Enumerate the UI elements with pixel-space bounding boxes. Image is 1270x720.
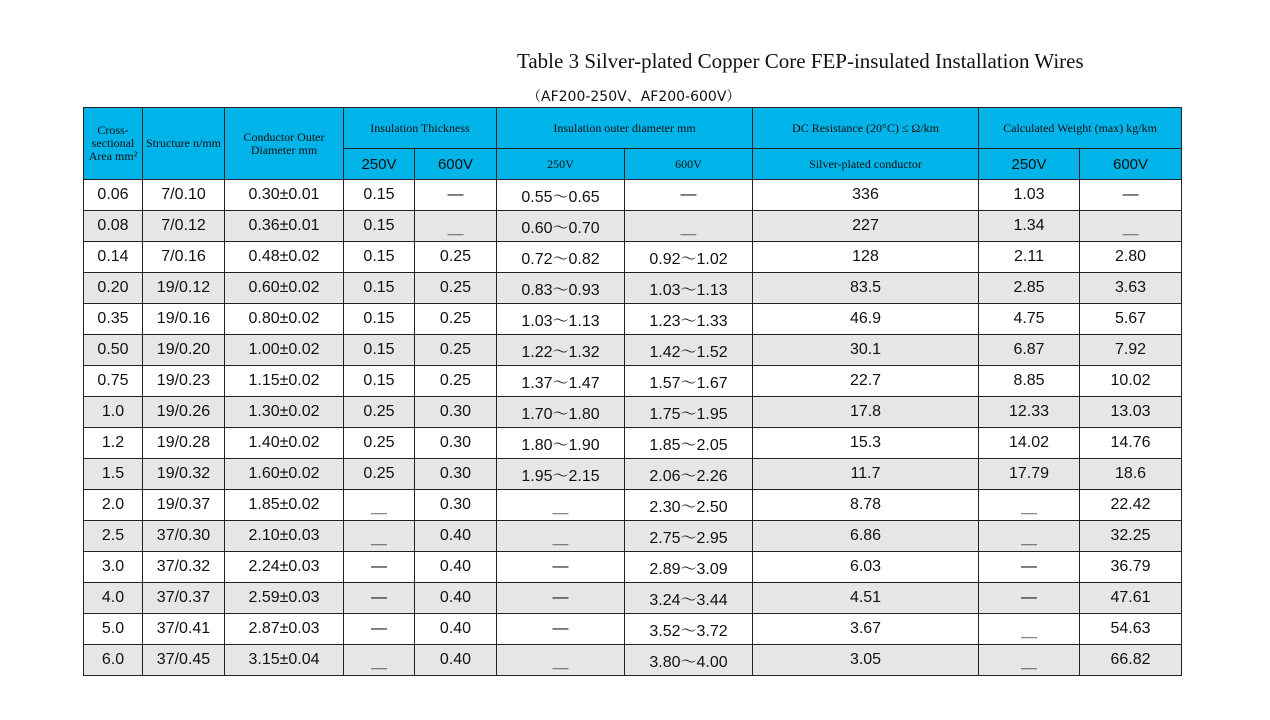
cell-weight-600v: —	[1080, 180, 1182, 211]
cell-conductor-diameter: 0.36±0.01	[225, 211, 344, 242]
cell-area: 0.06	[84, 180, 143, 211]
cell-weight-250v: ＿	[979, 521, 1080, 552]
table-row	[84, 335, 1182, 366]
cell-weight-600v: 54.63	[1080, 614, 1182, 645]
cell-weight-600v: 10.02	[1080, 366, 1182, 397]
cell-dc-resistance: 30.1	[753, 335, 979, 366]
cell-weight-250v: ＿	[979, 614, 1080, 645]
cell-conductor-diameter: 2.10±0.03	[225, 521, 344, 552]
cell-weight-250v: 6.87	[979, 335, 1080, 366]
cell-thickness-600v: 0.25	[415, 304, 497, 335]
cell-thickness-250v: —	[344, 552, 415, 583]
header-outer-600v: 600V	[625, 149, 753, 180]
header-weight-600v: 600V	[1080, 149, 1182, 180]
cell-weight-600v: 7.92	[1080, 335, 1182, 366]
cell-structure: 19/0.37	[143, 490, 225, 521]
cell-area: 0.20	[84, 273, 143, 304]
cell-area: 0.08	[84, 211, 143, 242]
cell-structure: 37/0.30	[143, 521, 225, 552]
cell-thickness-250v: 0.15	[344, 211, 415, 242]
cell-weight-250v: ＿	[979, 490, 1080, 521]
cell-thickness-600v: ＿	[415, 211, 497, 242]
cell-outer-250v: 1.70～1.80	[497, 397, 625, 428]
header-weight-250v: 250V	[979, 149, 1080, 180]
cell-dc-resistance: 46.9	[753, 304, 979, 335]
cell-outer-600v: 1.57～1.67	[625, 366, 753, 397]
cell-weight-250v: 17.79	[979, 459, 1080, 490]
cell-structure: 19/0.23	[143, 366, 225, 397]
cell-weight-250v: ＿	[979, 645, 1080, 676]
cell-outer-600v: 2.89～3.09	[625, 552, 753, 583]
cell-thickness-250v: 0.15	[344, 366, 415, 397]
cell-dc-resistance: 83.5	[753, 273, 979, 304]
cell-structure: 37/0.32	[143, 552, 225, 583]
header-dc-resistance: DC Resistance (20°C) ≤ Ω/km	[753, 108, 979, 149]
table-row	[84, 180, 1182, 211]
table-row	[84, 428, 1182, 459]
cell-thickness-600v: 0.30	[415, 459, 497, 490]
cell-conductor-diameter: 0.30±0.01	[225, 180, 344, 211]
cell-weight-250v: 2.85	[979, 273, 1080, 304]
cell-thickness-600v: 0.40	[415, 645, 497, 676]
cell-weight-250v: 4.75	[979, 304, 1080, 335]
cell-thickness-250v: 0.25	[344, 459, 415, 490]
cell-dc-resistance: 3.67	[753, 614, 979, 645]
cell-dc-resistance: 128	[753, 242, 979, 273]
cell-outer-600v: 1.85～2.05	[625, 428, 753, 459]
cell-conductor-diameter: 2.87±0.03	[225, 614, 344, 645]
cell-outer-600v: 3.52～3.72	[625, 614, 753, 645]
cell-outer-250v: ＿	[497, 490, 625, 521]
cell-weight-600v: ＿	[1080, 211, 1182, 242]
cell-area: 0.14	[84, 242, 143, 273]
cell-conductor-diameter: 1.40±0.02	[225, 428, 344, 459]
cell-dc-resistance: 22.7	[753, 366, 979, 397]
cell-area: 1.2	[84, 428, 143, 459]
cell-outer-600v: 2.75～2.95	[625, 521, 753, 552]
cell-thickness-250v: 0.15	[344, 180, 415, 211]
table-row	[84, 614, 1182, 645]
header-conductor-diameter: Conductor Outer Diameter mm	[225, 108, 344, 180]
cell-thickness-600v: 0.40	[415, 583, 497, 614]
cell-area: 1.0	[84, 397, 143, 428]
cell-area: 0.75	[84, 366, 143, 397]
cell-outer-600v: 1.03～1.13	[625, 273, 753, 304]
cell-thickness-600v: 0.30	[415, 428, 497, 459]
cell-thickness-250v: 0.15	[344, 273, 415, 304]
cell-structure: 19/0.28	[143, 428, 225, 459]
page-title: Table 3 Silver-plated Copper Core FEP-insulated Installation Wires	[517, 49, 1084, 73]
table-row	[84, 304, 1182, 335]
cell-dc-resistance: 3.05	[753, 645, 979, 676]
cell-area: 3.0	[84, 552, 143, 583]
cell-area: 1.5	[84, 459, 143, 490]
cell-outer-250v: —	[497, 583, 625, 614]
cell-conductor-diameter: 1.00±0.02	[225, 335, 344, 366]
table-row	[84, 645, 1182, 676]
cell-weight-600v: 18.6	[1080, 459, 1182, 490]
cell-outer-600v: 2.06～2.26	[625, 459, 753, 490]
wire-spec-table	[83, 107, 1182, 676]
cell-weight-600v: 3.63	[1080, 273, 1182, 304]
cell-area: 2.0	[84, 490, 143, 521]
cell-weight-250v: —	[979, 552, 1080, 583]
table-row	[84, 490, 1182, 521]
cell-weight-600v: 13.03	[1080, 397, 1182, 428]
cell-outer-250v: ＿	[497, 645, 625, 676]
cell-thickness-600v: 0.25	[415, 335, 497, 366]
cell-outer-600v: ＿	[625, 211, 753, 242]
cell-structure: 19/0.12	[143, 273, 225, 304]
cell-thickness-250v: 0.15	[344, 304, 415, 335]
header-thickness-600v: 600V	[415, 149, 497, 180]
cell-structure: 37/0.41	[143, 614, 225, 645]
header-insulation-thickness: Insulation Thickness	[344, 108, 497, 149]
cell-conductor-diameter: 1.60±0.02	[225, 459, 344, 490]
cell-outer-250v: 0.60～0.70	[497, 211, 625, 242]
table-row	[84, 459, 1182, 490]
table-row	[84, 273, 1182, 304]
cell-thickness-250v: 0.25	[344, 397, 415, 428]
cell-thickness-600v: 0.25	[415, 366, 497, 397]
header-structure: Structure n/mm	[143, 108, 225, 180]
cell-structure: 19/0.26	[143, 397, 225, 428]
cell-weight-600v: 5.67	[1080, 304, 1182, 335]
cell-dc-resistance: 336	[753, 180, 979, 211]
cell-outer-250v: 1.22～1.32	[497, 335, 625, 366]
cell-outer-250v: 1.80～1.90	[497, 428, 625, 459]
cell-outer-600v: 2.30～2.50	[625, 490, 753, 521]
cell-structure: 37/0.37	[143, 583, 225, 614]
cell-weight-250v: 12.33	[979, 397, 1080, 428]
cell-thickness-250v: 0.25	[344, 428, 415, 459]
cell-area: 5.0	[84, 614, 143, 645]
cell-thickness-600v: 0.25	[415, 273, 497, 304]
table-row	[84, 552, 1182, 583]
cell-dc-resistance: 8.78	[753, 490, 979, 521]
cell-thickness-600v: 0.30	[415, 397, 497, 428]
cell-thickness-600v: 0.40	[415, 521, 497, 552]
cell-outer-600v: 1.23～1.33	[625, 304, 753, 335]
cell-dc-resistance: 4.51	[753, 583, 979, 614]
cell-dc-resistance: 6.86	[753, 521, 979, 552]
cell-weight-600v: 2.80	[1080, 242, 1182, 273]
cell-thickness-250v: ＿	[344, 521, 415, 552]
cell-weight-250v: 14.02	[979, 428, 1080, 459]
cell-thickness-600v: 0.25	[415, 242, 497, 273]
cell-outer-600v: 1.75～1.95	[625, 397, 753, 428]
header-calculated-weight: Calculated Weight (max) kg/km	[979, 108, 1182, 149]
cell-structure: 7/0.10	[143, 180, 225, 211]
cell-thickness-250v: ＿	[344, 645, 415, 676]
cell-dc-resistance: 17.8	[753, 397, 979, 428]
cell-conductor-diameter: 3.15±0.04	[225, 645, 344, 676]
table-row	[84, 521, 1182, 552]
cell-thickness-250v: 0.15	[344, 242, 415, 273]
header-area: Cross-sectional Area mm²	[84, 108, 143, 180]
cell-conductor-diameter: 0.48±0.02	[225, 242, 344, 273]
cell-conductor-diameter: 1.30±0.02	[225, 397, 344, 428]
cell-structure: 7/0.12	[143, 211, 225, 242]
cell-conductor-diameter: 0.80±0.02	[225, 304, 344, 335]
cell-thickness-250v: —	[344, 614, 415, 645]
table-row	[84, 242, 1182, 273]
cell-weight-250v: 1.34	[979, 211, 1080, 242]
cell-thickness-600v: —	[415, 180, 497, 211]
table-row	[84, 211, 1182, 242]
cell-thickness-600v: 0.40	[415, 614, 497, 645]
cell-dc-resistance: 227	[753, 211, 979, 242]
cell-thickness-250v: 0.15	[344, 335, 415, 366]
cell-area: 4.0	[84, 583, 143, 614]
cell-dc-resistance: 6.03	[753, 552, 979, 583]
cell-outer-600v: 1.42～1.52	[625, 335, 753, 366]
cell-conductor-diameter: 2.24±0.03	[225, 552, 344, 583]
cell-outer-250v: 0.55～0.65	[497, 180, 625, 211]
cell-structure: 19/0.16	[143, 304, 225, 335]
cell-weight-250v: 8.85	[979, 366, 1080, 397]
cell-outer-250v: 1.03～1.13	[497, 304, 625, 335]
cell-thickness-600v: 0.40	[415, 552, 497, 583]
cell-outer-600v: 3.80～4.00	[625, 645, 753, 676]
cell-weight-250v: 2.11	[979, 242, 1080, 273]
cell-outer-250v: 1.95～2.15	[497, 459, 625, 490]
header-outer-250v: 250V	[497, 149, 625, 180]
table-body	[84, 180, 1182, 676]
cell-conductor-diameter: 2.59±0.03	[225, 583, 344, 614]
cell-dc-resistance: 11.7	[753, 459, 979, 490]
cell-outer-600v: 3.24～3.44	[625, 583, 753, 614]
cell-outer-600v: —	[625, 180, 753, 211]
cell-structure: 7/0.16	[143, 242, 225, 273]
cell-area: 0.35	[84, 304, 143, 335]
cell-weight-600v: 66.82	[1080, 645, 1182, 676]
cell-conductor-diameter: 1.85±0.02	[225, 490, 344, 521]
cell-area: 2.5	[84, 521, 143, 552]
cell-weight-600v: 22.42	[1080, 490, 1182, 521]
cell-weight-600v: 36.79	[1080, 552, 1182, 583]
header-thickness-250v: 250V	[344, 149, 415, 180]
cell-conductor-diameter: 1.15±0.02	[225, 366, 344, 397]
cell-outer-250v: 0.83～0.93	[497, 273, 625, 304]
cell-weight-600v: 32.25	[1080, 521, 1182, 552]
cell-outer-250v: —	[497, 614, 625, 645]
cell-outer-600v: 0.92～1.02	[625, 242, 753, 273]
header-insulation-outer-diameter: Insulation outer diameter mm	[497, 108, 753, 149]
cell-outer-250v: ＿	[497, 521, 625, 552]
page-subtitle: （AF200-250V、AF200-600V）	[527, 89, 741, 105]
cell-thickness-250v: —	[344, 583, 415, 614]
table-row	[84, 583, 1182, 614]
table-row	[84, 366, 1182, 397]
cell-weight-250v: 1.03	[979, 180, 1080, 211]
cell-area: 0.50	[84, 335, 143, 366]
cell-outer-250v: 0.72～0.82	[497, 242, 625, 273]
cell-structure: 19/0.20	[143, 335, 225, 366]
cell-structure: 37/0.45	[143, 645, 225, 676]
cell-dc-resistance: 15.3	[753, 428, 979, 459]
cell-structure: 19/0.32	[143, 459, 225, 490]
cell-area: 6.0	[84, 645, 143, 676]
table-row	[84, 397, 1182, 428]
cell-outer-250v: 1.37～1.47	[497, 366, 625, 397]
cell-weight-600v: 47.61	[1080, 583, 1182, 614]
cell-weight-250v: —	[979, 583, 1080, 614]
cell-thickness-250v: ＿	[344, 490, 415, 521]
cell-thickness-600v: 0.30	[415, 490, 497, 521]
header-silver-plated-conductor: Silver-plated conductor	[753, 149, 979, 180]
cell-weight-600v: 14.76	[1080, 428, 1182, 459]
cell-outer-250v: —	[497, 552, 625, 583]
cell-conductor-diameter: 0.60±0.02	[225, 273, 344, 304]
